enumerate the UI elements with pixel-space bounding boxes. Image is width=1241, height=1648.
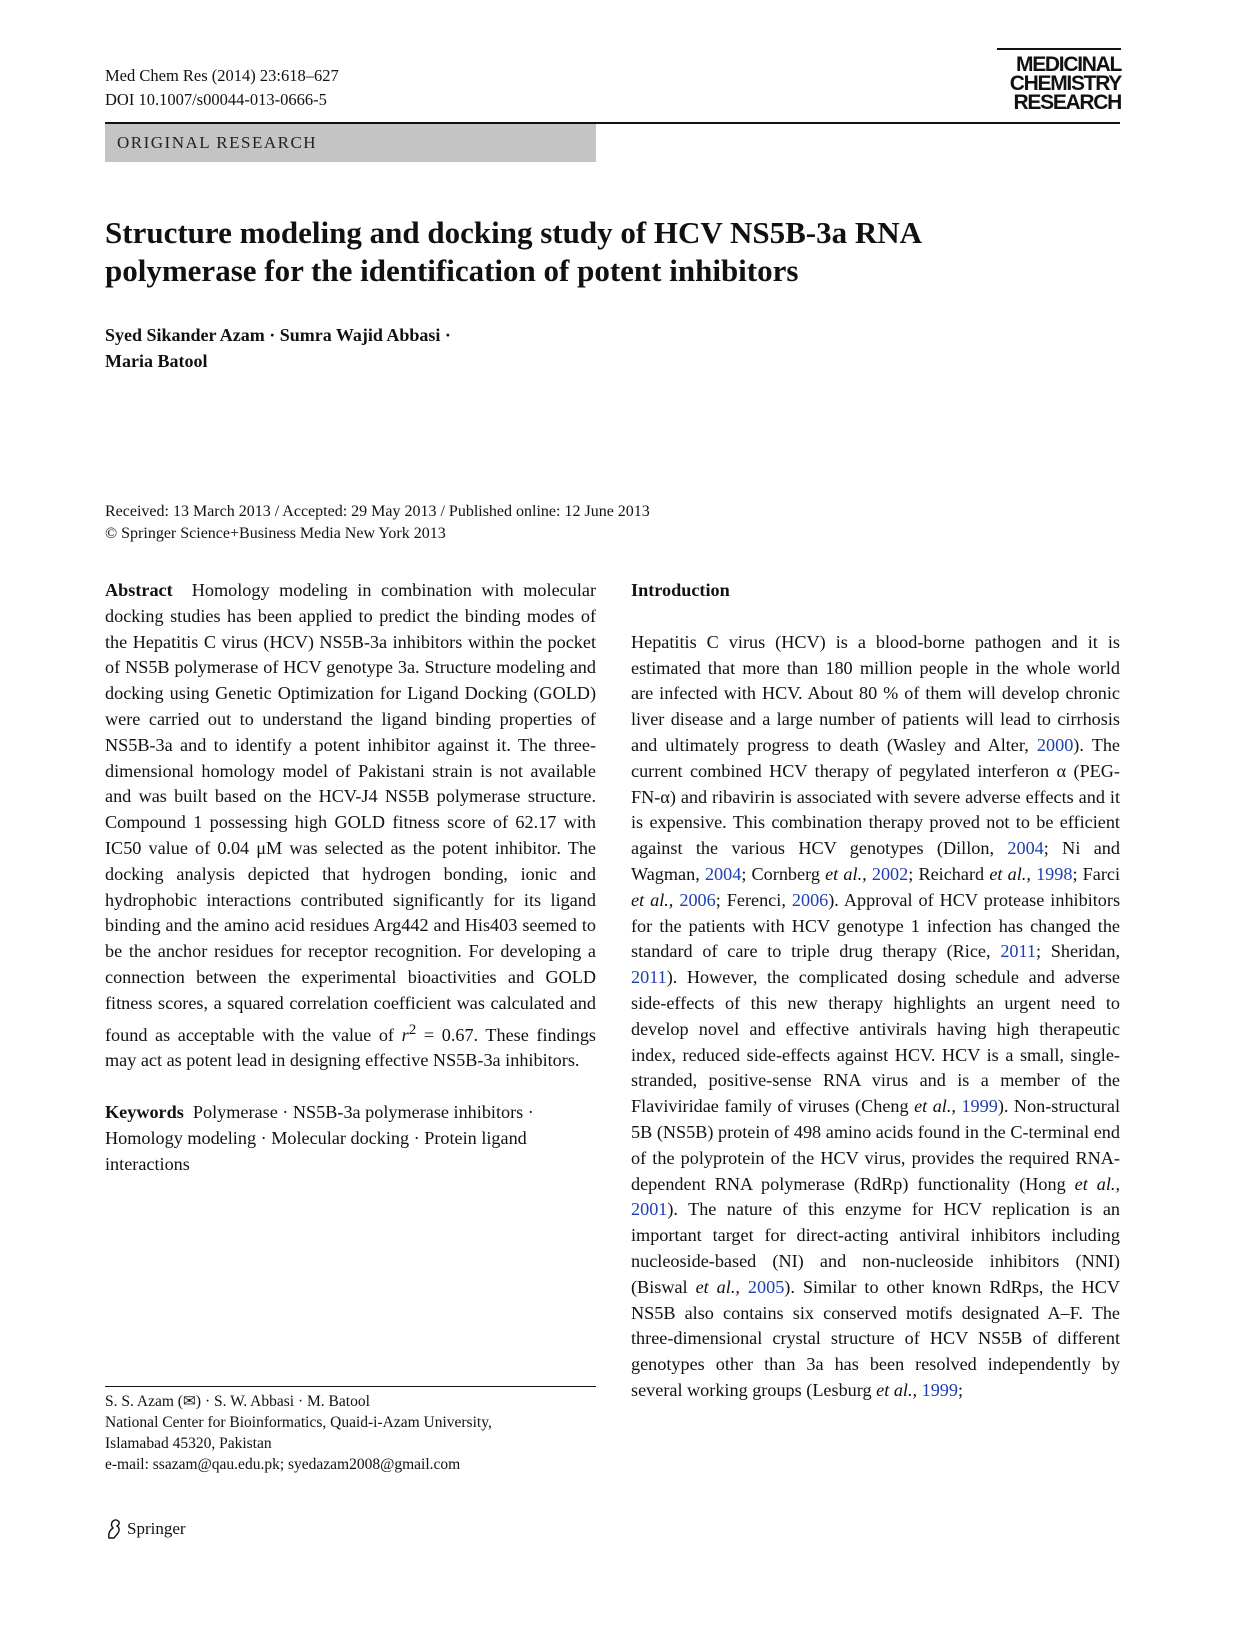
citation-link[interactable]: 2006 — [791, 889, 829, 910]
keywords-paragraph — [105, 1100, 596, 1177]
authors-line-1: Syed Sikander Azam · Sumra Wajid Abbasi · — [105, 325, 451, 345]
introduction-heading: Introduction — [631, 580, 730, 600]
section-banner: ORIGINAL RESEARCH — [105, 124, 596, 162]
copyright: © Springer Science+Business Media New York 2013 — [105, 525, 446, 542]
doi: DOI 10.1007/s00044-013-0666-5 — [105, 90, 327, 109]
citation-link[interactable]: 2001 — [631, 1199, 668, 1220]
intro-text: ). The nature of this enzyme for HCV replication is an important target for direct-acting antiviral inhibitors including nucleoside-based (NI) and non-nucleoside inhibitors (NNI) (Biswal — [631, 1199, 1120, 1297]
footnote-rule — [105, 1386, 596, 1387]
abstract-text: Homology modeling in combination with molecular docking studies has been applied to predict the binding modes of the Hepatitis C virus (HCV) NS5B-3a inhibitors within the pocket of NS5B polymerase of HCV genotype 3a. Structure modeling and docking using Genetic Optimization for Ligand Docking (GOLD) were carried out to understand the ligand binding properties of NS5B-3a and to identify a potent inhibitor against it. The three-dimensional homology model of Pakistani strain is not available and was built based on the HCV-J4 NS5B polymerase structure. Compound 1 possessing high GOLD fitness score of 62.17 with IC50 value of 0.04 μM was selected as the potent inhibitor. The docking analysis depicted that hydrogen bonding, ionic and hydrophobic interactions contributed significantly for its ligand binding and the amino acid residues Arg442 and His403 seemed to be the anchor residues for receptor recognition. For developing a connection between the experimental bioactivities and GOLD fitness scores, a squared correlation coefficient was calculated and found as acceptable with the value of — [105, 580, 597, 1045]
author-list — [105, 322, 605, 374]
et-al: et al., — [989, 863, 1031, 884]
intro-text: ). However, the complicated dosing schedule and adverse side-effects of this new therapy highlights an urgent need to develop novel and effective antivirals having high therapeutic index, reduced side-effects against HCV. HCV is a small, single-stranded, positive-sense RNA virus and is a member of the Flaviviridae family of viruses (Cheng — [631, 967, 1120, 1117]
r-symbol: r — [401, 1024, 409, 1045]
title-line-2: polymerase for the identification of potent inhibitors — [105, 253, 799, 288]
et-al: et al., — [695, 1276, 740, 1297]
intro-text: ). Non-structural 5B (NS5B) protein of 498 amino acids found in the C-terminal end of the polyprotein of the HCV virus, provides the required RNA-dependent RNA polymerase (RdRp) functionality (Hong — [631, 1096, 1120, 1194]
right-column — [631, 578, 1120, 1404]
authors-line-2: Maria Batool — [105, 351, 208, 371]
affiliation-line-2: Islamabad 45320, Pakistan — [105, 1435, 272, 1452]
citation-link[interactable]: 2002 — [871, 863, 909, 884]
citation-link[interactable]: 2004 — [1007, 838, 1044, 859]
intro-text: ; Reichard — [908, 863, 985, 884]
intro-text: ; Cornberg — [741, 863, 820, 884]
logo-line-1: MEDICINAL — [1016, 53, 1121, 76]
et-al: et al., — [876, 1379, 918, 1400]
citation-link[interactable]: 1998 — [1036, 863, 1073, 884]
et-al: et al., — [914, 1096, 956, 1117]
citation-link[interactable]: 2006 — [679, 889, 716, 910]
abstract-label: Abstract — [105, 580, 173, 600]
journal-reference: Med Chem Res (2014) 23:618–627 — [105, 66, 339, 85]
keywords-label: Keywords — [105, 1102, 184, 1123]
author-footnote — [105, 1391, 596, 1475]
intro-text: ; Ferenci, — [715, 889, 786, 910]
affiliation-line-1: National Center for Bioinformatics, Quaid-i-Azam University, — [105, 1414, 492, 1431]
abstract-paragraph — [105, 578, 596, 1074]
logo-line-3: RESEARCH — [1013, 91, 1121, 114]
r-superscript: 2 — [408, 1020, 417, 1038]
abstract-text-end: = 0.67. These findings may act as potent lead in designing effective NS5B-3a inhibitors. — [105, 1024, 597, 1071]
title-line-1: Structure modeling and docking study of HCV NS5B-3a RNA — [105, 215, 923, 250]
left-column — [105, 578, 596, 1178]
citation-link[interactable]: 2011 — [1000, 941, 1037, 962]
citation-link[interactable]: 2005 — [747, 1276, 785, 1297]
introduction-paragraph — [631, 630, 1120, 1404]
intro-text: ; Farci — [1072, 863, 1121, 884]
citation-link[interactable]: 1999 — [921, 1379, 958, 1400]
citation-link[interactable]: 2000 — [1036, 734, 1074, 755]
et-al: et al., — [631, 889, 674, 910]
logo-line-2: CHEMISTRY — [1009, 72, 1121, 95]
citation-link[interactable]: 2011 — [631, 967, 667, 988]
article-title — [105, 214, 1105, 290]
intro-text: ). Approval of HCV protease inhibitors for the patients with HCV genotype 1 infection has changed the standard of care to triple drug therapy (Rice, — [631, 889, 1121, 962]
publisher-name: Springer — [127, 1519, 186, 1538]
keywords-text: Polymerase · NS5B-3a polymerase inhibitors · Homology modeling · Molecular docking · Protein ligand interactions — [105, 1102, 534, 1174]
intro-text: ). The current combined HCV therapy of pegylated interferon α (PEG-FN-α) and ribavirin is associated with severe adverse effects and it is expensive. This combination therapy proved not to be efficient against the various HCV genotypes (Dillon, — [631, 734, 1120, 859]
intro-text: ). Similar to other known RdRps, the HCV NS5B also contains six conserved motifs designated A–F. The three-dimensional crystal structure of HCV NS5B of different genotypes other than 3a has been resolved independently by several working groups (Lesburg — [631, 1276, 1121, 1400]
received-accepted-published: Received: 13 March 2013 / Accepted: 29 May 2013 / Published online: 12 June 2013 — [105, 503, 650, 520]
intro-text: ; — [957, 1379, 964, 1400]
logo-bar — [997, 48, 1121, 50]
intro-text: Hepatitis C virus (HCV) is a blood-borne pathogen and it is estimated that more than 180 million people in the whole world are infected with HCV. About 80 % of them will develop chronic liver disease and a large number of patients will lead to cirrhosis and ultimately progress to death (Wasley and Alter, — [631, 631, 1120, 755]
et-al: et al., — [825, 863, 867, 884]
publisher-footer — [105, 1518, 186, 1540]
intro-text: ; Ni and Wagman, — [631, 838, 1120, 884]
springer-horse-icon — [105, 1518, 123, 1540]
citation-link[interactable]: 1999 — [961, 1096, 998, 1117]
intro-text: ; Sheridan, — [1036, 941, 1121, 962]
citation-link[interactable]: 2004 — [704, 863, 742, 884]
journal-citation — [105, 64, 339, 112]
contact-email[interactable]: e-mail: ssazam@qau.edu.pk; syedazam2008@gmail.com — [105, 1456, 461, 1473]
footnote-authors: S. S. Azam (✉) · S. W. Abbasi · M. Batool — [105, 1393, 370, 1410]
publication-dates — [105, 501, 650, 545]
journal-logo — [997, 48, 1121, 112]
et-al: et al., — [1074, 1173, 1120, 1194]
